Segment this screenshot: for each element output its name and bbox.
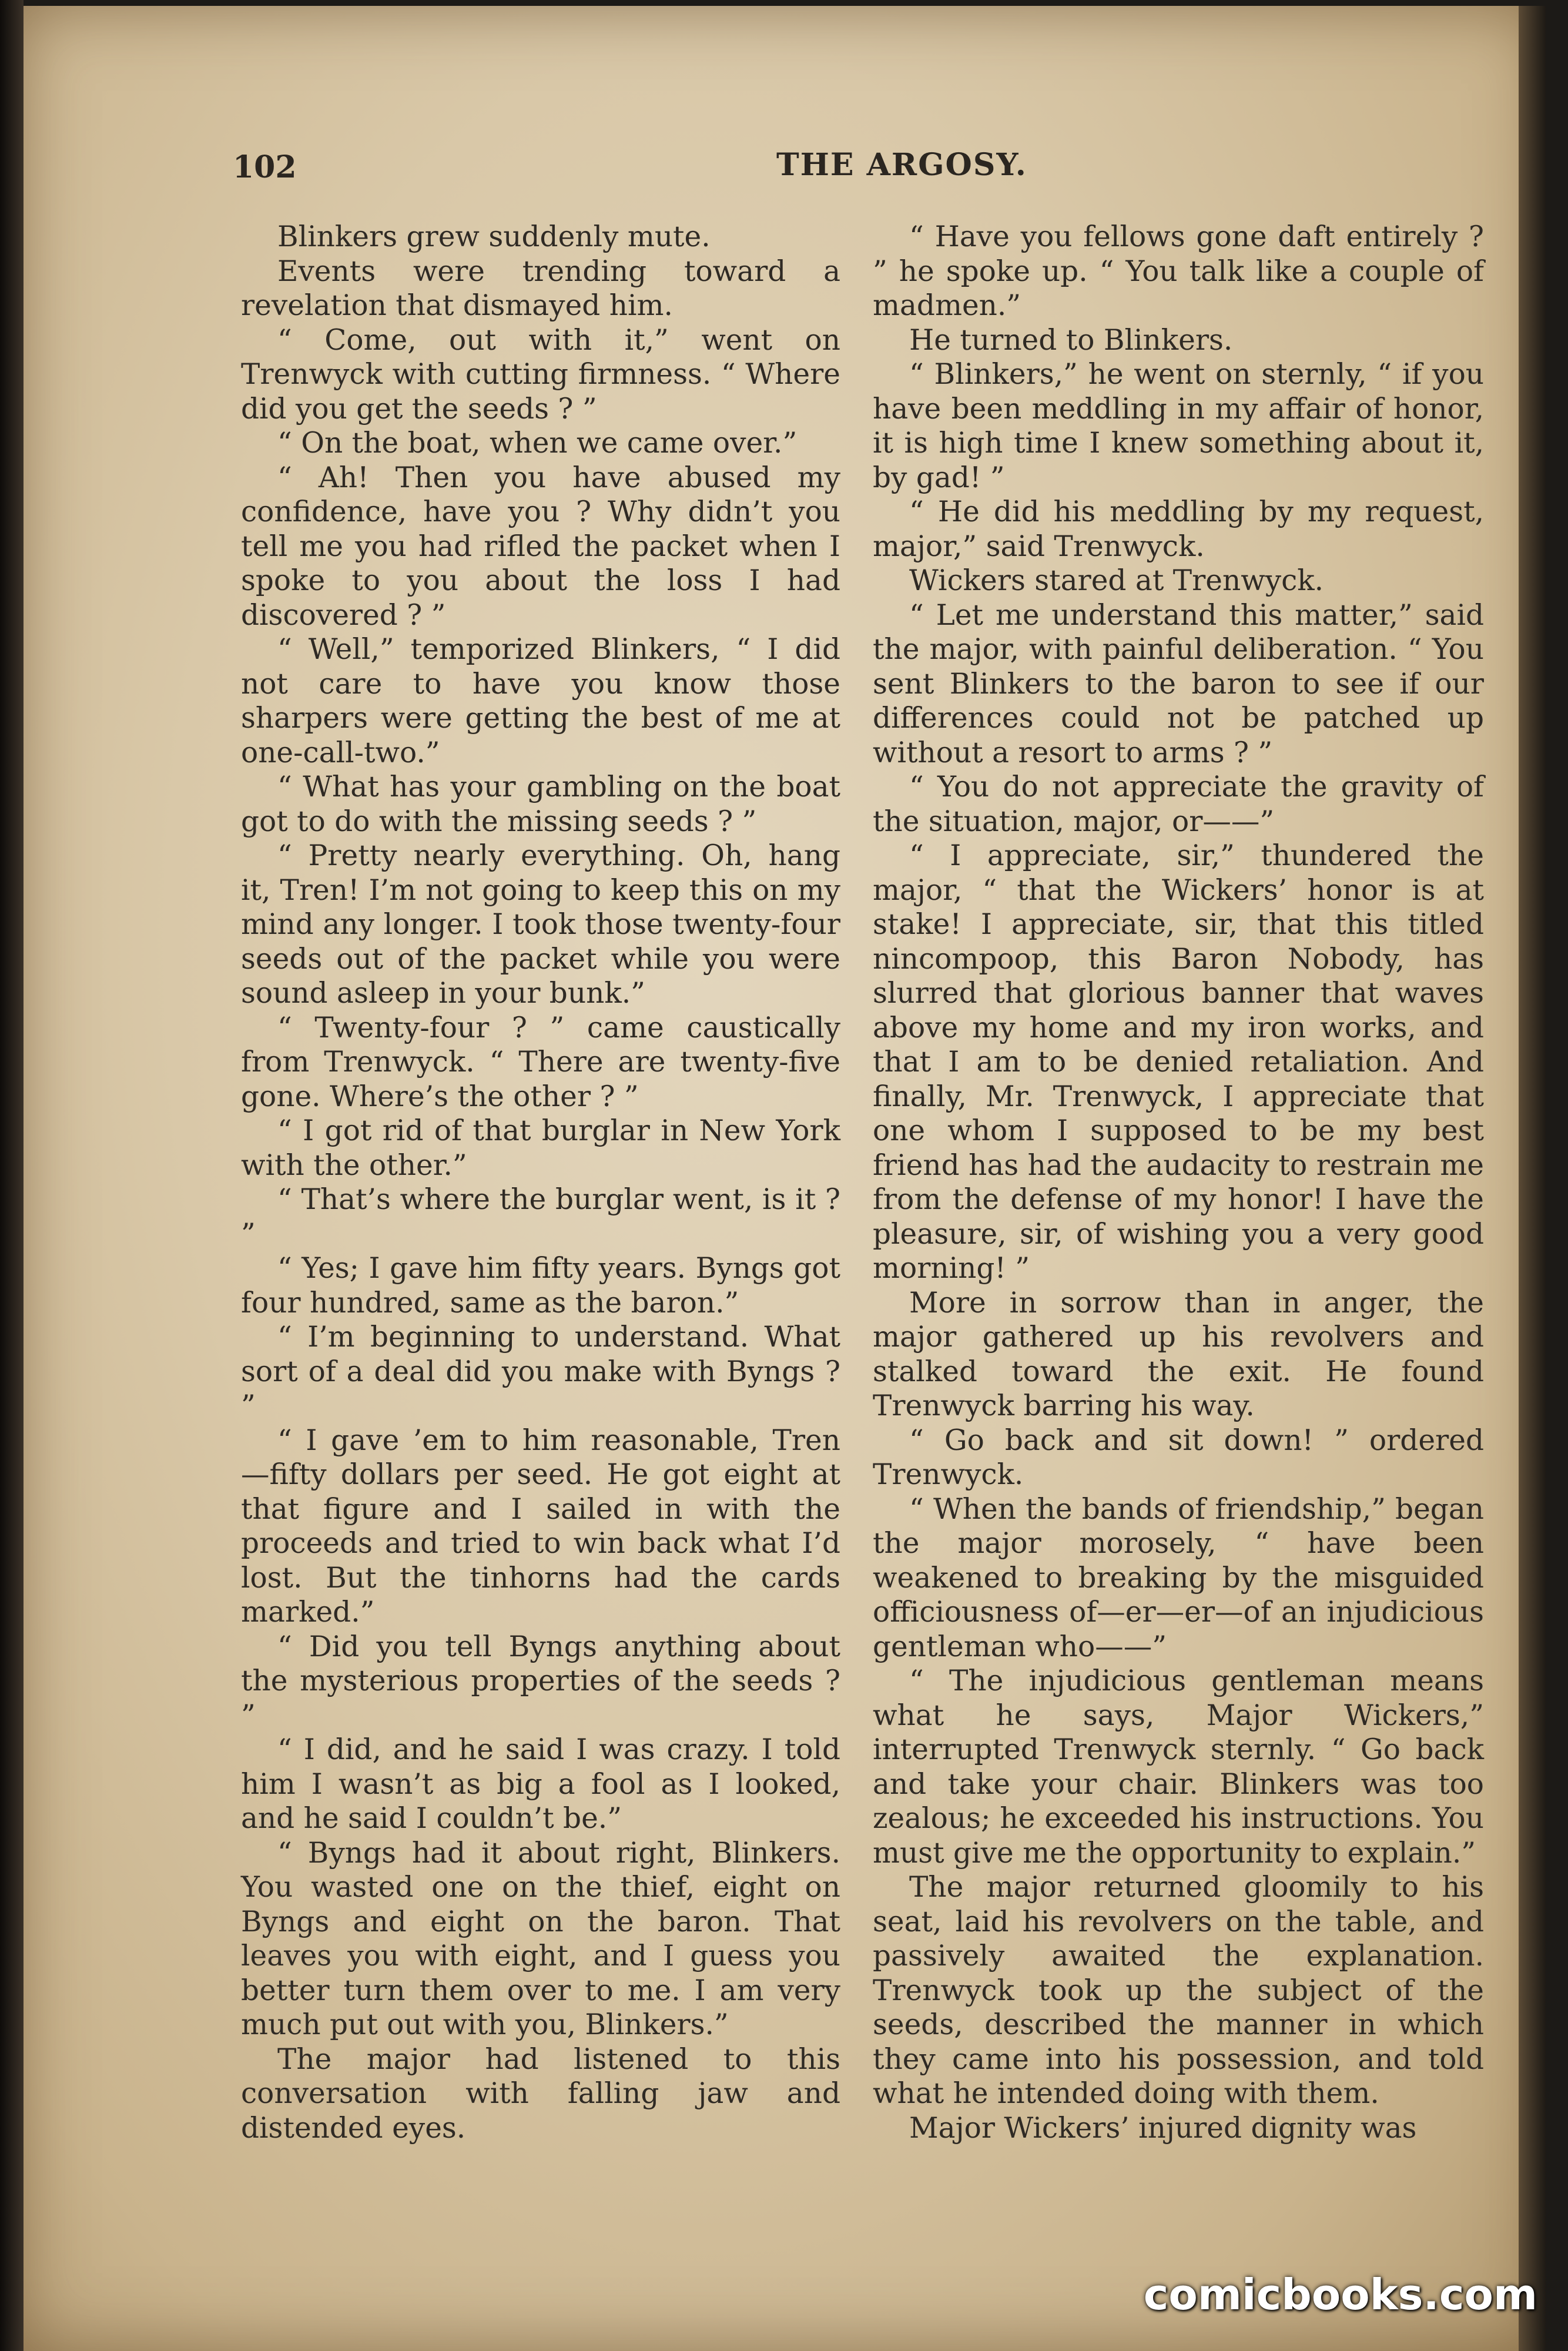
paragraph: “ I got rid of that burglar in New York with the other.” (241, 1114, 840, 1182)
paragraph: “ I gave ’em to him reasonable, Tren —fifty dollars per seed. He got eight at that figure and I sailed in with the proceeds and tried to win back what I’d lost. But the tinhorns had the cards marked.” (241, 1424, 840, 1629)
paragraph: “ You do not appreciate the gravity of the situation, major, or——” (873, 771, 1484, 838)
paragraph: “ On the boat, when we came over.” (277, 427, 798, 460)
paragraph: Events were trending toward a revelation that dismayed him. (241, 254, 840, 322)
paragraph: “ Twenty-four ? ” came caustically from Trenwyck. “ There are twenty-five gone. Where’s the other ? ” (241, 1011, 840, 1113)
paragraph: Blinkers grew suddenly mute. (277, 220, 711, 253)
paragraph: “ Byngs had it about right, Blinkers. You wasted one on the thief, eight on Byngs and eight on the baron. That leaves you with eight, and I guess you better turn them over to me. I am very much put out with you, Blinkers.” (241, 1836, 840, 2041)
paragraph: The major returned gloomily to his seat, laid his revolvers on the table, and passively awaited the explanation. Trenwyck took up the subject of the seeds, described the manner in which they came into his possession, and told what he intended doing with them. (873, 1871, 1484, 2110)
paragraph: Wickers stared at Trenwyck. (909, 564, 1324, 597)
page-edge-shadow (1519, 6, 1546, 2351)
left-text-column (241, 220, 840, 2145)
paragraph: “ I did, and he said I was crazy. I told him I wasn’t as big a fool as I looked, and he said I couldn’t be.” (241, 1733, 840, 1835)
paragraph: “ Yes; I gave him fifty years. Byngs got four hundred, same as the baron.” (241, 1252, 840, 1319)
paragraph: “ Go back and sit down! ” ordered Trenwyck. (873, 1424, 1484, 1491)
paragraph: “ I appreciate, sir,” thundered the major, “ that the Wickers’ honor is at stake! I appreciate, sir, that this titled nincompoop, this Baron Nobody, has slurred that glorious banner that waves above my home and my iron works, and that I am to be denied retaliation. And finally, Mr. Trenwyck, I appreciate that one whom I supposed to be my best friend has had the audacity to restrain me from the defense of my honor! I have the pleasure, sir, of wishing you a very good morning! ” (873, 839, 1484, 1285)
page-header (233, 149, 1496, 196)
page-number: 102 (233, 149, 297, 185)
paragraph: “ I’m beginning to understand. What sort of a deal did you make with Byngs ? ” (241, 1321, 840, 1422)
paragraph: “ Come, out with it,” went on Trenwyck with cutting firmness. “ Where did you get the seeds ? ” (241, 323, 840, 426)
paragraph: The major had listened to this conversation with falling jaw and distended eyes. (241, 2042, 840, 2145)
paragraph: More in sorrow than in anger, the major gathered up his revolvers and stalked toward the exit. He found Trenwyck barring his way. (873, 1286, 1484, 1422)
paragraph: “ When the bands of friendship,” began the major morosely, “ have been weakened to breaking by the misguided officiousness of—er—er—of an injudicious gentleman who——” (873, 1492, 1484, 1663)
book-page (18, 6, 1546, 2351)
paragraph: “ Blinkers,” he went on sternly, “ if you have been meddling in my affair of honor, it is high time I knew something about it, by gad! ” (873, 358, 1484, 494)
paragraph: “ Pretty nearly everything. Oh, hang it, Tren! I’m not going to keep this on my mind any longer. I took those twenty-four seeds out of the packet while you were sound asleep in your bunk.” (241, 839, 840, 1010)
paragraph: Major Wickers’ injured dignity was (909, 2111, 1417, 2145)
site-watermark: comicbooks.com (1143, 2270, 1537, 2319)
paragraph: “ Let me understand this matter,” said the major, with painful deliberation. “ You sent Blinkers to the baron to see if our differences could not be patched up without a resort to arms ? ” (873, 598, 1484, 769)
paragraph: “ The injudicious gentleman means what he says, Major Wickers,” interrupted Trenwyck sternly. “ Go back and take your chair. Blinkers was too zealous; he exceeded his instructions. You must give me the opportunity to explain.” (873, 1665, 1484, 1870)
paragraph: “ Did you tell Byngs anything about the mysterious properties of the seeds ? ” (241, 1630, 840, 1732)
paragraph: “ He did his meddling by my request, major,” said Trenwyck. (873, 495, 1484, 563)
paragraph: “ Well,” temporized Blinkers, “ I did not care to have you know those sharpers were getting the best of me at one-call-two.” (241, 633, 840, 769)
paragraph: “ That’s where the burglar went, is it ? ” (241, 1183, 840, 1251)
running-head-title: THE ARGOSY. (776, 147, 1027, 183)
paragraph: He turned to Blinkers. (909, 323, 1233, 357)
paragraph: “ Ah! Then you have abused my confidence, have you ? Why didn’t you tell me you had rifled the packet when I spoke to you about the loss I had discovered ? ” (241, 461, 840, 632)
paragraph: “ Have you fellows gone daft entirely ? ” he spoke up. “ You talk like a couple of madmen.” (873, 220, 1484, 322)
paragraph: “ What has your gambling on the boat got to do with the missing seeds ? ” (241, 771, 840, 838)
book-spine-shadow (0, 0, 24, 2351)
right-text-column (873, 220, 1484, 2145)
